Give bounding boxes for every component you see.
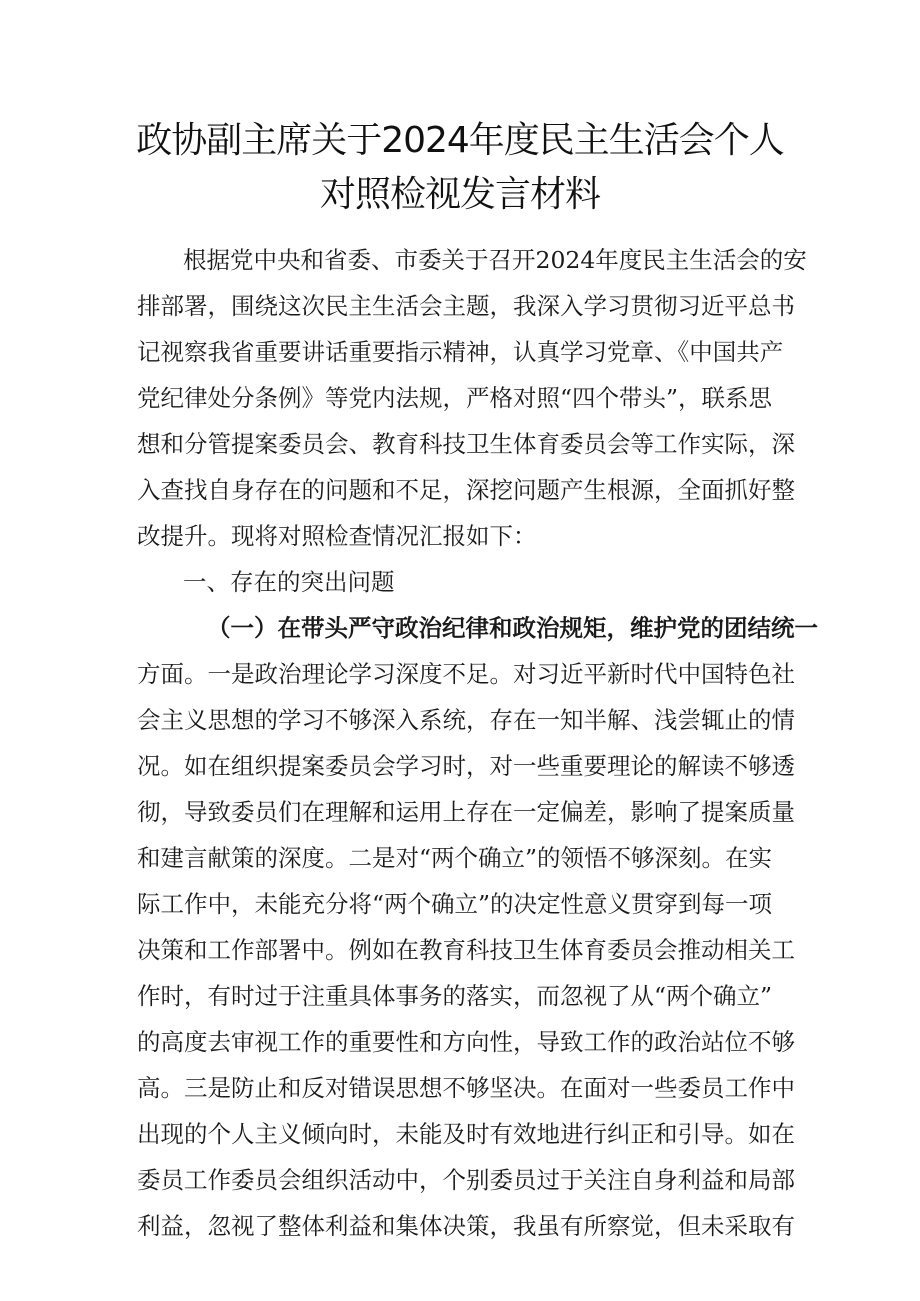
- body-line: 彻，导致委员们在理解和运用上存在一定偏差，影响了提案质量: [137, 798, 795, 826]
- body-line: 利益，忽视了整体利益和集体决策，我虽有所察觉，但未采取有: [137, 1212, 795, 1240]
- body-line: 的高度去审视工作的重要性和方向性，导致工作的政治站位不够: [137, 1028, 795, 1056]
- body-line: 高。三是防止和反对错误思想不够坚决。在面对一些委员工作中: [137, 1074, 795, 1102]
- section-heading: 一、存在的突出问题: [183, 568, 395, 596]
- document-title-line-2: 对照检视发言材料: [319, 174, 600, 215]
- body-line: 决策和工作部署中。例如在教育科技卫生体育委员会推动相关工: [137, 936, 795, 964]
- body-line: 委员工作委员会组织活动中，个别委员过于关注自身利益和局部: [137, 1166, 795, 1194]
- body-line: 会主义思想的学习不够深入系统，存在一知半解、浅尝辄止的情: [137, 706, 795, 734]
- subsection-heading: （一）在带头严守政治纪律和政治规矩，维护党的团结统一: [207, 614, 818, 642]
- body-line: 排部署，围绕这次民主生活会主题，我深入学习贯彻习近平总书: [137, 292, 795, 320]
- body-line: 想和分管提案委员会、教育科技卫生体育委员会等工作实际，深: [137, 430, 795, 458]
- body-line: 根据党中央和省委、市委关于召开2024年度民主生活会的安: [183, 246, 807, 274]
- body-line: 党纪律处分条例》等党内法规，严格对照“四个带头”，联系思: [137, 384, 773, 412]
- body-line: 方面。一是政治理论学习深度不足。对习近平新时代中国特色社: [137, 660, 795, 688]
- document-title-line-1: 政协副主席关于2024年度民主生活会个人: [136, 120, 784, 161]
- body-line: 际工作中，未能充分将“两个确立”的决定性意义贯穿到每一项: [137, 890, 773, 918]
- body-line: 出现的个人主义倾向时，未能及时有效地进行纠正和引导。如在: [137, 1120, 795, 1148]
- body-line: 改提升。现将对照检查情况汇报如下：: [137, 522, 537, 550]
- body-line: 和建言献策的深度。二是对“两个确立”的领悟不够深刻。在实: [137, 844, 773, 872]
- body-line: 况。如在组织提案委员会学习时，对一些重要理论的解读不够透: [137, 752, 795, 780]
- body-line: 作时，有时过于注重具体事务的落实，而忽视了从“两个确立”: [137, 982, 773, 1010]
- body-line: 入查找自身存在的问题和不足，深挖问题产生根源，全面抓好整: [137, 476, 795, 504]
- body-line: 记视察我省重要讲话重要指示精神，认真学习党章、《中国共产: [137, 338, 784, 366]
